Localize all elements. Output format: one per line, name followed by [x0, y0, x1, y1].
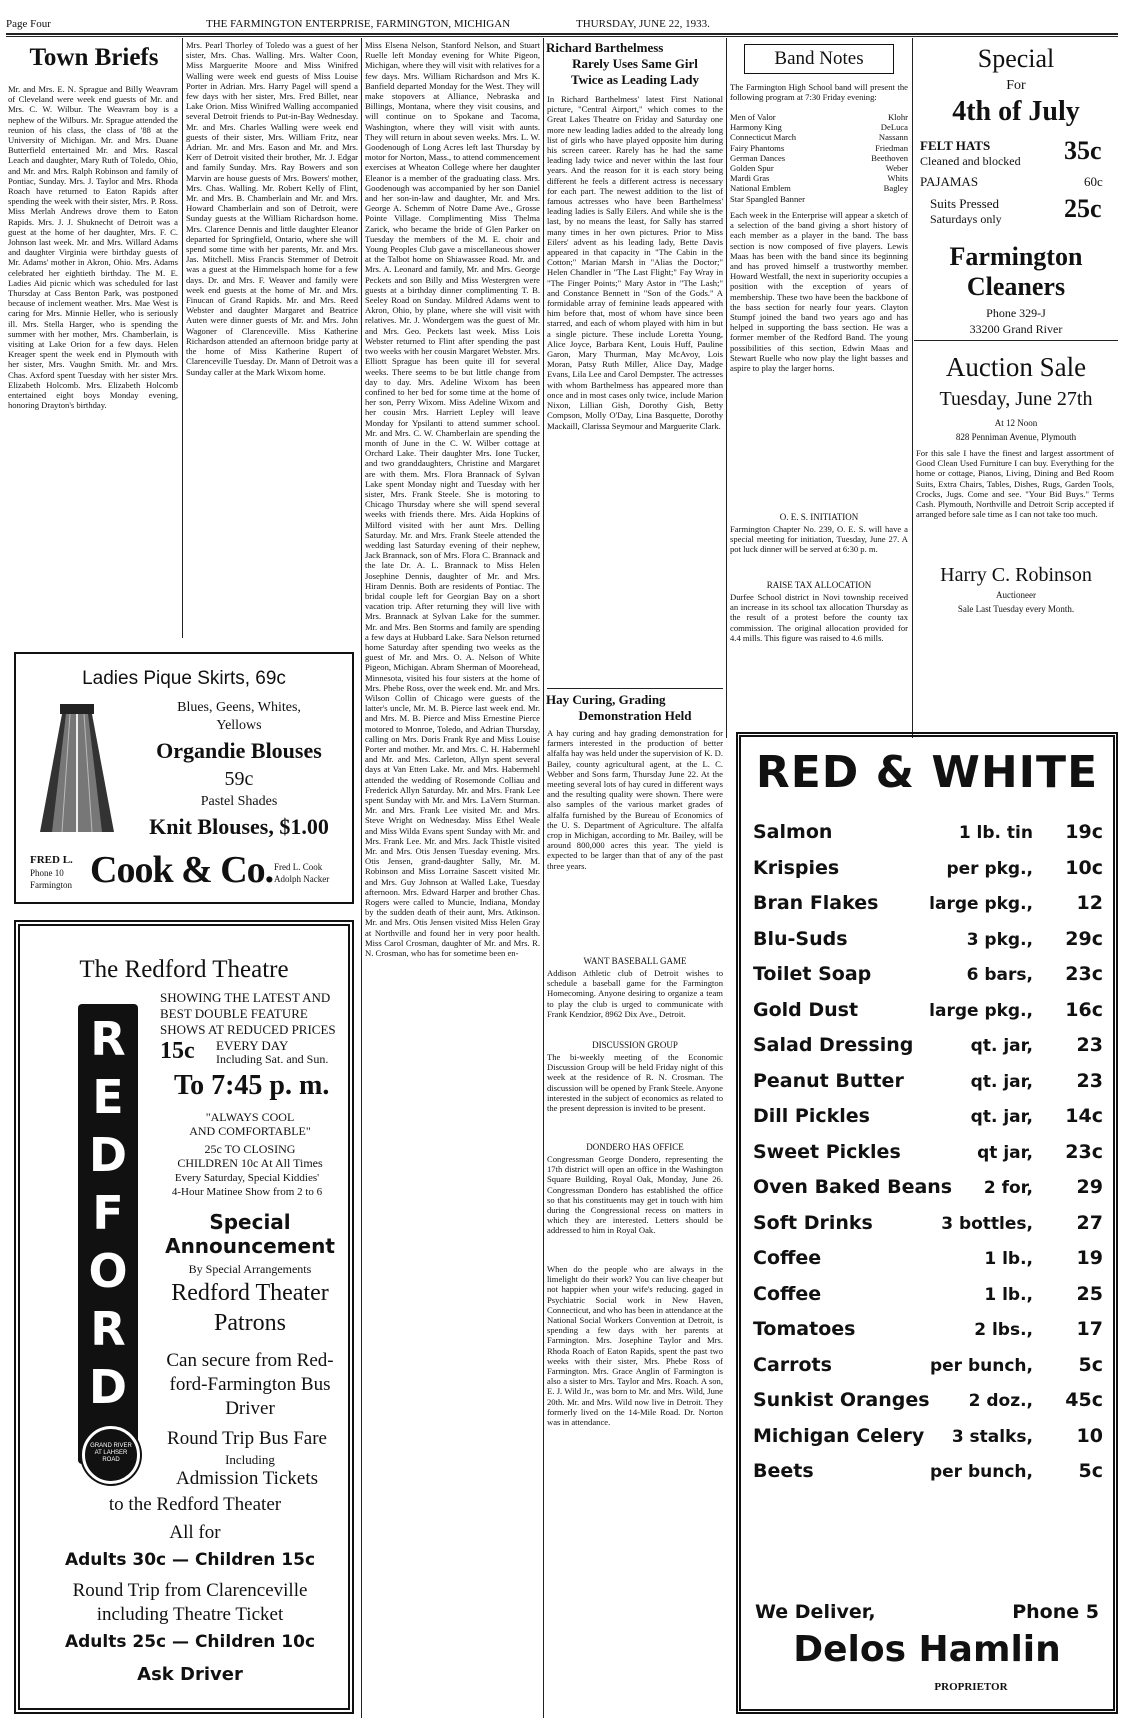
program-composer: Bagley: [883, 183, 908, 194]
grocery-item: [741, 1419, 1113, 1455]
redford-time: To 7:45 p. m.: [174, 1070, 330, 1101]
item-price: 23: [1076, 1034, 1103, 1056]
cleaners-phone: Phone 329-J: [986, 306, 1046, 320]
item-name: Krispies: [753, 856, 840, 879]
page-number: Page Four: [6, 18, 51, 30]
redford-vertical-letters: [78, 1012, 138, 1418]
item-price: 29c: [1065, 927, 1103, 950]
hay-curing-heading-2: Demonstration Held: [578, 708, 692, 723]
item-price: 17: [1076, 1318, 1103, 1340]
redford-clarenceville-2: including Theatre Ticket: [96, 1604, 284, 1625]
item-qty: per bunch,: [929, 1355, 1033, 1376]
baseball-article: Addison Athletic club of Detroit wishes to schedule a baseball game for the Farmington Homecoming. Anyone desiring to organize a team to play the club is urged to communicate with Frank Kendzior, 8962 Dix Ave., Detroit.: [547, 968, 723, 1019]
redford-line-2: BEST DOUBLE FEATURE: [160, 1006, 308, 1021]
program-composer: Beethoven: [871, 152, 908, 163]
sign-letter: E: [92, 1070, 124, 1124]
delivery-phone: Phone 5: [1012, 1601, 1099, 1623]
raise-tax-article: Durfee School district in Novi township received an increase in its school tax allocation Thursday as the result of a protest before the county tax commission. The original allocation provided for 4.4 mills. This figure was raised to 4.6 mills.: [730, 592, 908, 643]
item-price: 19c: [1065, 821, 1103, 843]
cook-ad-left-2: Phone 10: [30, 868, 64, 878]
program-item: [730, 163, 908, 173]
redford-arrangements: By Special Arrangements: [188, 1262, 312, 1276]
cleaners-name-1: Farmington: [949, 242, 1083, 271]
skirt-illustration: [32, 700, 122, 840]
sign-letter: O: [88, 1244, 128, 1298]
program-composer: Whits: [887, 173, 908, 184]
barthelmess-heading-2: Rarely Uses Same Girl: [572, 56, 698, 71]
social-news-column: Miss Elsena Nelson, Stanford Nelson, and Stuart Ruelle left Monday evening for White Pigeon, Michigan, where they will visit with relatives for a few days. Mrs. William Richardson and Mrs K. Banfield departed Monday for the West. They will make stopovers at Alliance, Nebraska and Billings, Montana, where they visit cousins, and will continue on to Spokane and Tacoma, Washington, where they will visit with aunts. They will return in about seven weeks. Mrs. L. W. Goodenough of Long Acres left last Thursday by motor for Norton, Mass., to attend commencement exercises at Wheaton College where her daughter Eleanor is a member of the graduating class. Mrs. Goodenough was accompanied by her son Daniel and her son-in-law and daughter, Mr. and Mrs. George A. Schemm of Notre Dame Ave., Grosse Pointe Village. Complimenting Miss Thelma Zarick, who became the bride of Glen Parker on Tuesday the members of the M. E. choir and Young Peoples Club gave a miscellaneous shower at the Talbot home on Shiawassee Road. Mr. and Mrs. A. Leonard and family, Mr. and Mrs. George Peckets and son Billy and Miss Westergren were guests at a birthday dinner complimenting T. B. Seeley Road on Sunday. Mildred Adams went to Akron, Ohio, by plane, where she will visit with relatives. Mr. J. Wondergem was the guest of Mr. and Mrs. Geo. Peckets last week. Miss Lois Webster returned to Flint after spending the past two weeks with her cousin Margaret Webster. Mrs. Elliott Sprague has been quite ill for several weeks. There seems to be but little change from day to day. Mrs. Adeline Wixom has been confined to her bed for some time at the home of her son, Perry Wixom. Miss Adeline Wixom and her cousin Mrs. Harriett Lepley will leave Monday for Ypsilanti to attend summer school. Mr. and Mrs. C. W. Chamberlain are spending the month of June in the C. W. Wilber cottage at Orchard Lake. Their daughter Mrs. Ione Tucker, and two granddaughters, Christine and Margaret are with them. Mrs. Flora Brannack of Sylvan Lake spent Monday night and Tuesday with her sister, Mrs. Frank Steele. She is motoring to Chicago Thursday where she will spend several weeks with friends there. Mrs. Aida Hopkins of Milford visited with her aunt Mrs. Delling Saturday. Mr. and Mrs. Frank Steele attended the wedding last Saturday evening of their nephew, Jack Brannack, son of Mrs. Flora C. Brannack and the late Dr. A. L. Brannack to Miss Helen Josephine Dennis, daughter of Mr. and Mrs. Hiram Dennis. Both are residents of Pontiac. The bridal couple left for Georgian Bay on a short vacation trip. After returning they will live with Mrs. Brannack at Sylvan Lake for the summer. Mr. and Mrs. Ben Storms and family are spending a few days at Hubbard Lake. Sara Nelson returned home Saturday after spending two weeks as the guest of Mr. and Mrs. O. A. Nelson of White Pigeon, Michigan. Abram Sherman of Moorehead, Minnesota, visited his four sisters at the home of Mrs. Phebe Ross, over the week end. Mr. and Mrs. Wilson Collin of Chicago were guests of the latter's uncle, Mr. M. B. Pierce last week end. Mr. and Mrs. M. B. Pierce and Miss Ernestine Pierce motored to Monroe, Toledo, and Adrian Thursday, calling on Mrs. Doris Frank Rye and Miss Louise Porter and mother. Mr. and Mrs. C. H. Habermehl and Mr. and Mrs. Carleton, Allyn spent several days at Van Etten Lake. Mr. and Mrs. Habermehl attended the wedding of Rosemonde Colliau and Frederick Allyn Saturday. Mr. and Mrs. Frank Lee spent Sunday with Mr. and Mrs. LaVern Sturman. Mr. and Mrs. Frank Lee visited Mr. and Mrs. Steve Wright on Wednesday. Miss Ethel Weale and Miss Wilda Evans spent Sunday with Mr. and Mrs. Frank Lee. Mr. and Mrs. Jack Thistle visited Mr. and Mrs. Otis Jensen Tuesday evening. Mrs. Otis Jensen, grand-daughter Sally, Mr. M. Robinson and Miss Lorraine Sascett visited Mr. and Mrs. Guy Johnson at Walled Lake, Tuesday afternoon. Mrs. Edward Harper and brother Chas. Rogers were called to Muncie, Indiana, Monday by the sudden death of their aunt, Mrs. Atkinson. Mr. and Mrs. Otis Jensen visited Miss Helen Gray at Northville and found her in very poor health. Miss Carol Crosman, daughter of Mr. and Mrs. R. N. Crosman, who has for sometime been en-: [365, 40, 540, 959]
cook-ad-left-3: Farmington: [30, 880, 72, 890]
felt-hats-sub: Cleaned and blocked: [920, 154, 1021, 168]
item-qty: 1 lb.,: [984, 1284, 1033, 1305]
band-notes-intro: The Farmington High School band will present the following program at 7:30 Friday evening:: [730, 82, 908, 103]
masthead: [6, 14, 1118, 32]
barthelmess-article: In Richard Barthelmess' latest First National picture, "Central Airport," which comes to the Great Lakes Theatre on Friday and Saturday one more new leading ladies added to the already long list of girls who have played opposite him during his screen career. Rarely has he had the same leading lady twice and never within the last four years. And the reason for it is each story being different he feels a different actress is necessary for each part. The newest addition to the list of famous actresses who have been Barthelmess' leading ladies is Sally Eilers. And while she is the last, by no means the least, for Sally has starred many times in her own pictures. Prior to Miss Eilers' advent as his leading lady, Bette Davis appeared in that capacity in "The Cabin in the Cotton;" Marian Marsh in "Alias the Doctor;" Helen Chandler in "The Last Flight;" Fay Wray in "The Finger Points;" Mary Astor in "The Lash;" and Constance Bennett in "Son of the Gods." A formidable array of feminine leads appeared with him before that, most of whom have since been starred, and each of whom played with him in but a single picture. These include Loretta Young, Alice Joyce, Barbara Kent, Louis Huff, Pauline Garon, Mary Thurman, May McAvoy, Lois Moran, Patsy Ruth Miller, Alice Day, Madge Evans, Lila Lee and Carol Dempster. The actresses with whom Barthelmess has appeared more than once and in most cases only twice, include Marion Nixon, Lillian Gish, Dorothy Gish, Betty Compson, Molly O'Day, Lina Basquette, Dorothy Mackaill, Clarissa Seymour and Marguerite Clark.: [547, 94, 723, 431]
item-name: Bran Flakes: [753, 892, 879, 914]
grocery-item: [741, 922, 1113, 958]
program-item: [730, 194, 908, 204]
item-name: Sweet Pickles: [753, 1140, 901, 1163]
hay-curing-heading-1: Hay Curing, Grading: [546, 692, 666, 707]
grocery-item: [741, 957, 1113, 993]
program-composer: Friedman: [875, 142, 908, 153]
item-qty: 3 bottles,: [941, 1213, 1033, 1234]
item-price: 45c: [1065, 1389, 1103, 1411]
program-title: Men of Valor: [730, 112, 776, 122]
grocery-item: [741, 1170, 1113, 1206]
item-qty: 1 lb.,: [984, 1249, 1033, 1269]
item-price: 29: [1076, 1176, 1103, 1198]
special-ad: [914, 38, 1118, 338]
redford-cool-2: AND COMFORTABLE": [189, 1124, 311, 1138]
oes-article: Farmington Chapter No. 239, O. E. S. will have a special meeting for initiation, Tuesday, June 27. A pot luck dinner will be served at 6:30 p. m.: [730, 524, 908, 555]
item-name: Carrots: [753, 1353, 832, 1376]
grocery-item: [741, 851, 1113, 887]
item-qty: 6 bars,: [966, 965, 1033, 985]
auction-heading: Auction Sale: [945, 352, 1087, 382]
item-price: 23c: [1065, 1140, 1103, 1163]
program-composer: Nassann: [878, 132, 908, 143]
program-item: [730, 153, 908, 163]
special-title: Special: [977, 44, 1055, 73]
oes-heading: O. E. S. INITIATION: [779, 512, 859, 522]
auction-footer: Sale Last Tuesday every Month.: [957, 604, 1075, 614]
auctioneer-name: Harry C. Robinson: [940, 564, 1092, 586]
masthead-rule-thin: [6, 36, 1118, 37]
filler-items: When do the people who are always in the limelight do their work? You can live cheaper but not happier when your wife's reducing. gaged in Psychiatric Social work in New Haven, Connecticut, and who has been in attendance at the National Social Workers Convention at Detroit, is spending a few days with her parents at Farmington. Mrs. Josephine Taylor and Mrs. Rhoda Roach of Eaton Rapids, spent the past two weeks with their sister, Mrs. Phebe Ross of Farmington. Mrs. Grace Anglin of Farmington is also a sister to Mrs. Taylor and Mrs. Roach. A son, E. J. Wild Jr., was born to Mr. and Mrs. Wild, June 20th. Mr. and Mrs. Wild now live in Detroit. They formerly lived on the 14-Mile Road. Dr. Norton was in attendance.: [547, 1264, 723, 1428]
discussion-article: The bi-weekly meeting of the Economic Discussion Group will be held Friday night of this week at the residence of R. N. Crosman. The discussion will be opened by Frank Steele. Anyone interested in the subject of economics as related to the present depression is invited to be present.: [547, 1052, 723, 1114]
redford-saturday-2: 4-Hour Matinee Show from 2 to 6: [171, 1186, 323, 1198]
item-name: Blu-Suds: [753, 927, 848, 950]
redford-announcement: Announcement: [165, 1234, 335, 1258]
newspaper-title: THE FARMINGTON ENTERPRISE, FARMINGTON, MICHIGAN: [206, 18, 511, 30]
program-composer: Weber: [885, 163, 908, 174]
item-price: 12: [1076, 892, 1103, 914]
redford-ask-driver: Ask Driver: [137, 1664, 243, 1685]
grocery-item: [741, 815, 1113, 851]
red-white-title: RED & WHITE: [755, 747, 1099, 798]
item-name: Salmon: [753, 821, 833, 843]
grocery-item: [741, 1454, 1113, 1490]
redford-children: CHILDREN 10c At All Times: [177, 1156, 323, 1170]
cook-ad-brand: Cook & Co.: [90, 849, 274, 891]
special-july: 4th of July: [952, 96, 1080, 127]
sign-letter: R: [90, 1012, 126, 1066]
item-name: Soft Drinks: [753, 1211, 873, 1234]
dondero-heading: DONDERO HAS OFFICE: [586, 1142, 684, 1152]
column-rule: [361, 38, 362, 1718]
item-price: 23: [1076, 1069, 1103, 1092]
barthelmess-heading-1: Richard Barthelmess: [546, 40, 664, 55]
redford-every-day: EVERY DAY: [216, 1038, 289, 1053]
redford-patrons-2: Patrons: [214, 1310, 286, 1336]
town-briefs-column-2: Mrs. Pearl Thorley of Toledo was a guest of her sister, Mrs. Chas. Walling. Mrs. Walter Coon, Miss Marguerite Moore and Miss Winifred Walling were week end guests of Miss Louise Porter in Adrian. Mrs. Harry Pagel will spend a few days with her sister, Mrs. Fred Billet, near Lake Orion. Miss Winifred Walling accompanied several Detroit friends to Put-in-Bay Wednesday. Mr. and Mrs. Charles Walling were week end guests of their sister, Mrs. William Fritz, near Adrian. Mr. and Mrs. Eason and Mr. and Mrs. Kerr of Detroit visited their brother, Mr. J. Edgar and family Sunday. Mrs. Ray Bowers and son Marvin are house guests of Mrs. Bowers' mother, Mrs. Chas. Walling. Mr. Robert Kelly of Flint, Mr. and Mrs. B. Chamberlain and Mr. and Mrs. Howard Chamberlain and son of Detroit, were Sunday guests at the William Richardson home. Mrs. Clarence Dennis and little daughter Eleanor departed for Springfield, Ontario, where she will spend some time with her parents, Mr. and Mrs. Jas. Mitchell. Miss Francis Stemmer of Detroit was a guest at the Himmelspach home for a few days. Dr. and Mrs. F. Weaver and family were week end guests at the home of Mr. and Mrs. Finucan of Grand Rapids. Mr. and Mrs. Reed Webster and daughter Margaret and Beatrice Auten were dinner guests of Mr. and Mrs. John Wagoner of Clarenceville. Miss Katherine Richardson attended an afternoon bridge party at the home of Miss Katherine Rupert of Clarenceville Tuesday. Dr. Mann of Detroit was a Sunday caller at the Mark Wixom home.: [186, 40, 358, 377]
felt-hats-label: FELT HATS: [920, 138, 991, 153]
item-qty: 2 lbs.,: [974, 1320, 1033, 1340]
sign-letter: R: [90, 1302, 126, 1356]
item-price: 10: [1076, 1424, 1103, 1447]
item-name: Salad Dressing: [753, 1034, 914, 1056]
masthead-rule: [6, 33, 1118, 35]
band-program-list: [730, 112, 908, 204]
cook-co-ad: [14, 652, 354, 904]
article-divider: [547, 688, 723, 689]
redford-admission: Admission Tickets: [175, 1468, 318, 1489]
program-title: Harmony King: [730, 122, 782, 133]
program-item: [730, 132, 908, 142]
auction-address: 828 Penniman Avenue, Plymouth: [955, 432, 1077, 442]
town-briefs-heading: Town Briefs: [29, 44, 159, 71]
column-rule: [182, 38, 183, 638]
auctioneer-title: Auctioneer: [996, 590, 1036, 600]
redford-price: 15c: [160, 1038, 195, 1064]
grocery-item: [741, 1312, 1113, 1348]
redford-round-trip: Round Trip Bus Fare: [167, 1428, 327, 1449]
redford-cool-1: "ALWAYS COOL: [205, 1110, 295, 1124]
auction-body: For this sale I have the finest and largest assortment of Good Clean Used Furniture I can buy. Everything for the home or cottage, Pianos, Living, Dining and Bed Room Suits, Extra Chairs, Tables, Dishes, Rugs, Garden Tools, Crocks, Jugs. Come and see. "Your Bid Buys." Terms Cash. Plymouth, Northville and Detroit Scrip accepted if arranged before sale time as I can not take too much.: [916, 448, 1114, 520]
store-proprietor: PROPRIETOR: [934, 1681, 1008, 1693]
program-composer: Klohr: [887, 112, 908, 122]
item-qty: 1 lb. tin: [958, 823, 1033, 843]
item-name: Michigan Celery: [753, 1424, 925, 1447]
item-qty: per bunch,: [929, 1462, 1033, 1482]
cook-ad-skirts: Ladies Pique Skirts, 69c: [82, 668, 286, 689]
grocery-item: [741, 1099, 1113, 1135]
special-for: For: [1006, 78, 1026, 93]
item-price: 19: [1076, 1247, 1103, 1269]
dondero-article: Congressman George Dondero, representing the 17th district will open an office in the Washington Square Building, Royal Oak, Monday, June 26. Congressman Dondero has established the office so that his constituents may get in touch with him during the Congressional recess on matters in which they are interested. Letters should be addressed to him in Royal Oak.: [547, 1154, 723, 1236]
program-item: [730, 122, 908, 132]
sign-letter: D: [88, 1128, 128, 1182]
redford-saturday-1: Every Saturday, Special Kiddies': [174, 1172, 320, 1184]
cook-ad-left-1: FRED L.: [30, 854, 73, 866]
auction-date: Tuesday, June 27th: [939, 388, 1093, 410]
redford-can-3: Driver: [225, 1398, 275, 1419]
cleaners-name-2: Cleaners: [966, 272, 1066, 301]
program-item: [730, 143, 908, 153]
redford-line-1: SHOWING THE LATEST AND: [160, 990, 331, 1005]
redford-to-theater: to the Redford Theater: [108, 1494, 282, 1515]
item-name: Dill Pickles: [753, 1105, 870, 1127]
item-qty: qt. jar,: [970, 1107, 1033, 1127]
column-rule: [912, 38, 913, 738]
item-price: 5c: [1078, 1353, 1103, 1376]
item-price: 10c: [1065, 856, 1103, 879]
program-title: Mardi Gras: [730, 173, 770, 184]
item-name: Coffee: [753, 1282, 822, 1305]
redford-all-for: All for: [169, 1522, 221, 1543]
redford-clarenceville-1: Round Trip from Clarenceville: [72, 1580, 308, 1601]
baseball-heading: WANT BASEBALL GAME: [583, 956, 687, 966]
item-qty: 3 pkg.,: [966, 929, 1033, 950]
item-name: Beets: [753, 1460, 814, 1482]
felt-hats-price: 35c: [1064, 136, 1102, 165]
program-title: Star Spangled Banner: [730, 193, 805, 204]
cook-ad-colors-2: Yellows: [216, 718, 262, 733]
suits-price: 25c: [1064, 194, 1102, 223]
barthelmess-heading-3: Twice as Leading Lady: [571, 72, 699, 87]
auction-ad: [914, 342, 1118, 722]
column-rule: [543, 38, 544, 1718]
issue-date: THURSDAY, JUNE 22, 1933.: [576, 18, 710, 30]
item-qty: qt. jar,: [970, 1071, 1033, 1092]
item-price: 5c: [1078, 1460, 1103, 1482]
program-title: German Dances: [730, 152, 786, 163]
item-name: Sunkist Oranges: [753, 1389, 930, 1411]
town-briefs-column-1: Mr. and Mrs. E. N. Sprague and Billy Weavram of Cleveland were week end guests of Mr. and Mrs. C. W. Wilbur. The Weavram boy is a nephew of the Wilburs. Mr. Sprague attended the reunion of his class, the class of '88 at the University of Michigan. Mr. and Mrs. Duane Butterfield entertained Mr. and Mrs. Rascal Leach and daughter, Mary Ruth of Toledo, Ohio, and Mr. and Mrs. Ralph Robinson and family of Pontiac, Sunday. Mrs. J. Taylor and Mrs. Rhoda Roach have returned to Eaton Rapids after spending the week with their sister, Mrs. P. Ross. Miss Merlah Andrews drove them to Eaton Rapids. Mrs. J. J. Shuknecht of Detroit was a guest at the home of her daughter, Mrs. F. C. Johnson last week. Mr. and Mrs. Willard Adams and daughter Virginia were birthday guests of Mr. Adams' mother in Akron, Ohio. Mrs. Adams celebrated her eightieth birthday. The M. E. Ladies Aid picnic which was scheduled for last Thursday at Cass Benton Park, was postponed because of inclement weather. Mrs. Mae West is caring for Mrs. Minnie Heller, who is seriously ill. Mrs. Stella Harger, who is spending the summer with her mother, Mrs. Chamberlain, is visiting at Lake Orion for a few days. Helen Kreager spent the week end in Plymouth with her sister, Mrs. Vaughn Smith. Mr. and Mrs. Chas. Axford spent Tuesday with her sister Mrs. Elizabeth Holcomb. Mrs. Elizabeth Holcomb entertained eight boys Monday evening, honoring Drayton's birthday.: [8, 84, 178, 411]
grocery-list: [741, 815, 1113, 1490]
program-title: Golden Spur: [730, 163, 774, 174]
cook-ad-colors: Blues, Geens, Whites,: [177, 700, 301, 715]
pajamas-price: 60c: [1084, 174, 1103, 189]
item-qty: per pkg.,: [946, 858, 1033, 879]
redford-vertical-sign: [78, 1004, 138, 1464]
program-title: Connecticut March: [730, 132, 797, 143]
sign-letter: F: [92, 1186, 124, 1240]
grocery-item: [741, 1277, 1113, 1313]
redford-including-2: Including: [225, 1452, 275, 1467]
cleaners-address: 33200 Grand River: [969, 322, 1063, 336]
grocery-item: [741, 1028, 1113, 1064]
grocery-item: [741, 1241, 1113, 1277]
cook-ad-right-1: Fred L. Cook: [274, 862, 323, 872]
item-qty: large pkg.,: [929, 1000, 1033, 1021]
suits-label: Suits Pressed: [930, 196, 999, 211]
delivery-line: [755, 1601, 1099, 1623]
item-qty: 3 stalks,: [951, 1426, 1033, 1447]
item-price: 14c: [1065, 1105, 1103, 1127]
grocery-item: [741, 1135, 1113, 1171]
grocery-item: [741, 1206, 1113, 1242]
item-name: Peanut Butter: [753, 1069, 904, 1092]
grocery-item: [741, 993, 1113, 1029]
pajamas-label: PAJAMAS: [920, 174, 979, 189]
redford-closing: 25c TO CLOSING: [204, 1142, 296, 1156]
redford-including: Including Sat. and Sun.: [216, 1052, 329, 1066]
item-qty: 2 doz.,: [968, 1391, 1033, 1411]
redford-theatre-ad: [14, 920, 354, 1714]
cook-ad-knit: Knit Blouses, $1.00: [149, 814, 329, 839]
program-item: [730, 173, 908, 183]
grocery-item: [741, 1348, 1113, 1384]
cook-ad-pastel: Pastel Shades: [200, 794, 278, 809]
cook-ad-organdie-price: 59c: [224, 768, 254, 790]
program-title: National Emblem: [730, 183, 791, 194]
item-qty: qt jar,: [977, 1142, 1033, 1163]
redford-adults-1: Adults 30c — Children 15c: [64, 1550, 316, 1570]
item-name: Toilet Soap: [753, 963, 872, 985]
program-item: [730, 112, 908, 122]
band-notes-heading-box: [744, 44, 894, 74]
sign-letter: D: [88, 1360, 128, 1414]
item-name: Tomatoes: [753, 1318, 856, 1340]
item-qty: 2 for,: [983, 1178, 1033, 1198]
redford-line-3: SHOWS AT REDUCED PRICES: [160, 1022, 336, 1037]
redford-patrons-1: Redford Theater: [171, 1280, 329, 1306]
raise-tax-heading: RAISE TAX ALLOCATION: [766, 580, 872, 590]
item-price: 27: [1076, 1211, 1103, 1234]
item-price: 23c: [1065, 963, 1103, 985]
grocery-item: [741, 1064, 1113, 1100]
redford-can-1: Can secure from Red-: [166, 1350, 334, 1371]
cook-ad-right-2: Adolph Nacker: [274, 874, 330, 884]
redford-logo-text: GRAND RIVER AT LAHSER ROAD: [90, 1443, 132, 1463]
redford-adults-2: Adults 25c — Children 10c: [64, 1632, 316, 1652]
item-price: 16c: [1065, 998, 1103, 1021]
store-name: Delos Hamlin: [793, 1629, 1061, 1670]
discussion-heading: DISCUSSION GROUP: [592, 1040, 678, 1050]
auction-time: At 12 Noon: [994, 418, 1038, 428]
redford-special: Special: [209, 1210, 291, 1234]
grocery-item: [741, 1383, 1113, 1419]
band-notes-article: Each week in the Enterprise will appear a sketch of a selection of the band giving a short history of each member as a player in the band. The bass section is now composed of five players. Lewis Maas has been with the band since its beginning and has proved himself a trustworthy member. Howard Westfall, the next in superiority occupies a position with the exception of years of membership. These two have been the backbone of the bass section for nearly four years. Clayton Stumpf joined the band two years ago and has helped in supporting the bass section. He was a former member of the Redford Band. The young possibilities of this section, Edwin Maas and Stewart Ruelle who now play the light basses and aspire to play the larger horns.: [730, 210, 908, 374]
program-title: Fairy Phantoms: [730, 142, 785, 153]
redford-can-2: ford-Farmington Bus: [169, 1374, 331, 1395]
grocery-item: [741, 886, 1113, 922]
suits-sub: Saturdays only: [930, 212, 1002, 226]
we-deliver: We Deliver,: [755, 1601, 876, 1623]
item-name: Gold Dust: [753, 998, 859, 1021]
program-composer: DeLuca: [880, 122, 908, 133]
item-qty: large pkg.,: [929, 894, 1033, 914]
item-name: Oven Baked Beans: [753, 1176, 953, 1198]
item-qty: qt. jar,: [970, 1036, 1033, 1056]
item-name: Coffee: [753, 1247, 822, 1269]
cook-ad-organdie: Organdie Blouses: [156, 738, 322, 763]
band-notes-heading: Band Notes: [774, 48, 864, 69]
redford-logo: [82, 1426, 140, 1484]
redford-title: The Redford Theatre: [79, 956, 289, 983]
red-white-ad: [736, 732, 1118, 1714]
item-price: 25: [1076, 1282, 1103, 1305]
ad-divider: [914, 340, 1118, 341]
hay-curing-article: A hay curing and hay grading demonstration for farmers interested in the production of better alfalfa hay was held under the supervision of K. D. Bailey, county agricultural agent, at the L. C. Webber and Sons farm, Thursday June 22. At the meeting several lots of hay cured in different ways and the resulting quality were shown. There were also samples of the various market grades of alfalfa furnished by the Bureau of Economics of the U. S. Department of Agriculture. The alfalfa crop in Michigan, according to Mr. Bailey, will be around 800,000 acres this year. The yield is expected to be larger than that of any of the past three years.: [547, 728, 723, 871]
program-item: [730, 183, 908, 193]
column-rule: [726, 38, 727, 738]
